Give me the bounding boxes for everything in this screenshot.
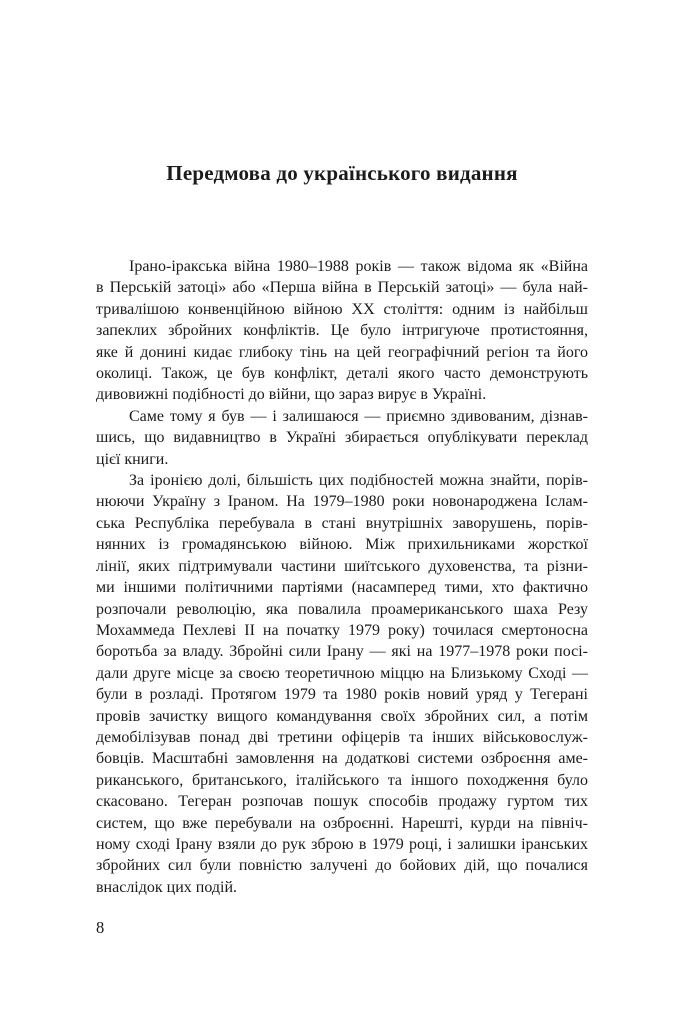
page-title: Передмова до українського видання: [166, 161, 518, 185]
page-number: 8: [96, 918, 105, 937]
text-line: боротьба за владу. Збройні сили Ірану — які на 1977–1978 роки посі-: [96, 643, 588, 661]
text-line: розпочали революцію, яка повалила проамериканського шаха Резу: [96, 600, 588, 618]
body-text: [96, 256, 588, 898]
text-line: лінії, яких підтримували частини шиїтського духовенства, та різни-: [96, 557, 588, 575]
text-line: Саме тому я був — і залишаюся — приємно здивованим, дізнав-: [129, 407, 588, 425]
text-line: нюючи Україну з Іраном. На 1979–1980 роки новонароджена Іслам-: [96, 493, 588, 511]
text-line: дали друге місце за своєю теоретичною міццю на Близькому Сході —: [96, 664, 588, 682]
text-line: За іронією долі, більшість цих подібностей можна знайти, порів-: [129, 472, 588, 490]
text-line: демобілізував понад дві третини офіцерів та інших військовослуж-: [96, 728, 588, 746]
text-line: Ірано-іракська війна 1980–1988 років — також відома як «Війна: [129, 258, 588, 275]
text-line: в Перській затоці» або «Перша війна в Перській затоці» — була най-: [96, 279, 588, 297]
text-line: яке й донині кидає глибоку тінь на цей географічний регіон та його: [96, 343, 588, 361]
text-line: бовців. Масштабні замовлення на додаткові системи озброєння аме-: [96, 750, 588, 768]
text-line: околиці. Також, це був конфлікт, деталі якого часто демонструють: [96, 365, 588, 383]
text-line: провів зачистку вищого командування своїх збройних сил, а потім: [96, 707, 588, 725]
text-line: скасовано. Тегеран розпочав пошук способів продажу гуртом тих: [96, 793, 588, 811]
text-line: нянних із громадянською війною. Між прихильниками жорсткої: [96, 536, 588, 554]
paragraph: [96, 406, 588, 470]
text-line: шись, що видавництво в Україні збирається опублікувати переклад: [96, 429, 588, 447]
text-line: тривалішою конвенційною війною XX століття: одним із найбільш: [96, 300, 588, 318]
text-line: запеклих збройних конфліктів. Це було інтригуюче протистояння,: [96, 322, 588, 340]
text-line: Мохаммеда Пехлеві II на початку 1979 року) точилася смертоносна: [96, 621, 588, 639]
paragraph: [96, 470, 588, 898]
text-line: ному сході Ірану взяли до рук зброю в 1979 році, і залишки іранських: [96, 835, 588, 853]
text-line: ми іншими політичними партіями (насамперед тими, хто фактично: [96, 579, 588, 597]
paragraph: [96, 256, 588, 406]
text-line: систем, що вже перебували на озброєнні. Нарешті, курди на північ-: [96, 814, 588, 832]
text-line: були в розладі. Протягом 1979 та 1980 років новий уряд у Тегерані: [96, 686, 588, 704]
text-line: збройних сил були повністю залучені до бойових дій, що почалися: [96, 857, 588, 875]
text-line: ська Республіка перебувала в стані внутрішніх заворушень, порів-: [96, 514, 588, 532]
text-line: цієї книги.: [96, 450, 169, 468]
text-line: дивовижні подібності до війни, що зараз вирує в Україні.: [96, 386, 487, 404]
text-line: риканського, британського, італійського та іншого походження було: [96, 771, 588, 789]
text-line: внаслідок цих подій.: [96, 878, 238, 896]
